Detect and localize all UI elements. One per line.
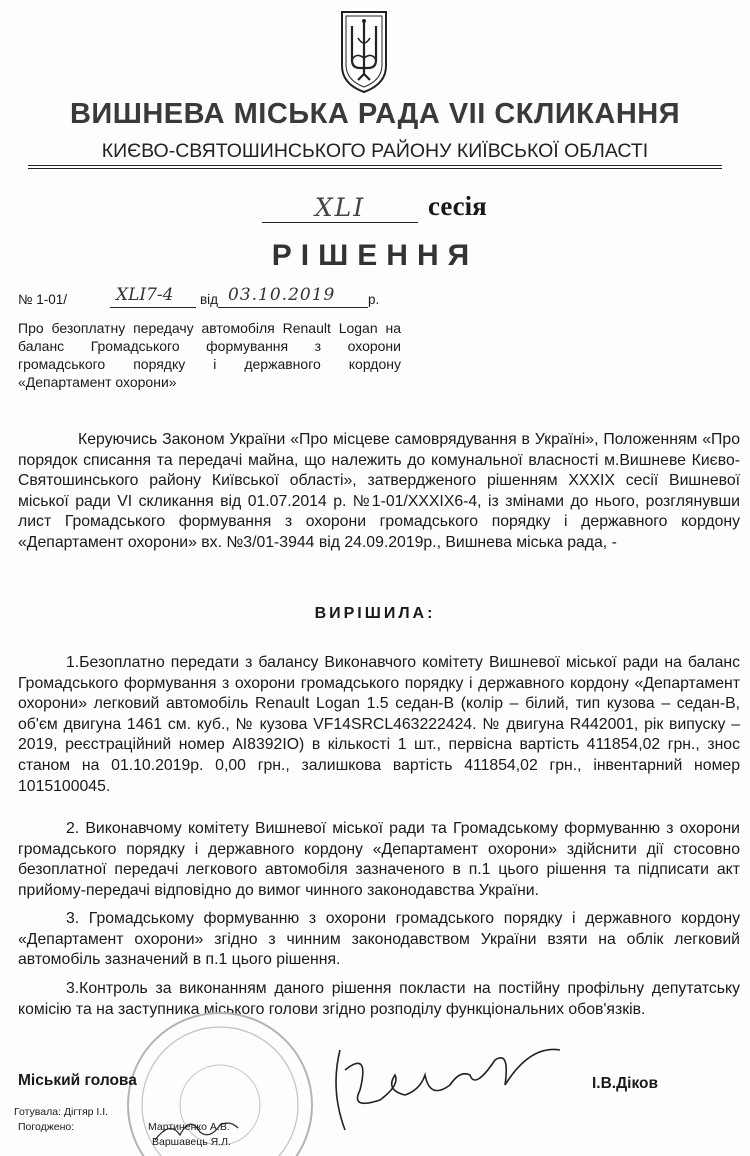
number-prefix: № 1-01/ <box>18 292 68 307</box>
mayor-name: І.В.Діков <box>592 1075 659 1092</box>
decision-title: РІШЕННЯ <box>271 239 479 272</box>
preamble-paragraph: Керуючись Законом України «Про місцеве самоврядування в Україні», Положенням «Про порядок списання та передачі майна, що належить до комунальної власності м.Вишневе Києво-Святошинського району Київської області», затвердженого рішенням XXXIX сесії Вишневої міської ради VI скликання від 01.07.2014 р. №1-01/XXXIX6-4, із змінами до нього, розглянувши лист Громадського формування з охорони громадського порядку і державного кордону «Департамент охорони» вх. №3/01-3944 від 24.09.2019р., Вишнева міська рада, - <box>18 431 740 551</box>
decision-item-2: 2. Виконавчому комітету Вишневої міської ради та Громадському формуванню з охорони громадського порядку і державного кордону «Департамент охорони» здійснити дії стосовно безоплатної передачі легкового автомобіля зазначеного в п.1 цього рішення та підписати акт прийому-передачі відповідно до вимог чинного законодавства України. <box>18 820 740 899</box>
decision-subject: Про безоплатну передачу автомобіля Renault Logan на баланс Громадського формування з охорони громадського порядку і державного кордону «Департамент охорони» <box>18 320 401 390</box>
trident-coat-of-arms-icon <box>338 8 390 94</box>
agreed-person-1: Мартиненко А.В. <box>148 1121 230 1133</box>
session-underline <box>262 222 418 223</box>
decision-item-3: 3. Громадському формуванню з охорони громадського порядку і державного кордону «Департамент охорони» згідно з чинним законодавством України взяти на облік легковий автомобіль зазначений в п.1 цього рішення. <box>18 910 740 969</box>
number-value: XLI7-4 <box>116 285 174 305</box>
session-word: сесія <box>428 191 487 221</box>
mayor-handwritten-signature <box>300 1030 600 1140</box>
agreed-label: Погоджено: <box>18 1121 75 1133</box>
decision-item-1: 1.Безоплатно передати з балансу Виконавчого комітету Вишневої міської ради на баланс Громадського формування з охорони громадського порядку і державного кордону «Департамент охорони» легковий автомобіль Renault Logan 1.5 седан-В (колір – білий, тип кузова – седан-В, об'єм двигуна 1461 см. куб., № кузова VF14SRCL463222424. № двигуна R442001, рік випуску – 2019, реєстраційний номер АІ8392ІО) в кількості 1 шт., первісна вартість 411854,02 грн., знос станом на 01.10.2019р. 0,00 грн., залишкова вартість 411854,02 грн., інвентарний номер 1015100045. <box>18 654 740 795</box>
header-divider <box>28 165 722 166</box>
decision-item-4: 3.Контроль за виконанням даного рішення покласти на постійну профільну депутатську комісію та на заступника міського голови згідно розподілу функціональних обов'язків. <box>18 980 740 1018</box>
agreed-person-2: Варшавець Я.Л. <box>152 1136 231 1148</box>
date-suffix: р. <box>368 292 380 307</box>
session-number: XLI <box>314 193 366 222</box>
date-underline <box>218 307 368 308</box>
date-prefix: від <box>200 292 219 307</box>
council-title: ВИШНЕВА МІСЬКА РАДА VII СКЛИКАННЯ <box>69 98 681 130</box>
header-divider-secondary <box>28 168 722 169</box>
registration-line <box>18 285 438 311</box>
date-value: 03.10.2019 <box>228 285 336 305</box>
mayor-label: Міський голова <box>18 1072 137 1089</box>
number-underline <box>110 307 196 308</box>
resolved-heading: ВИРІШИЛА: <box>314 605 436 622</box>
council-subtitle: КИЄВО-СВЯТОШИНСЬКОГО РАЙОНУ КИЇВСЬКОЇ ОБЛАСТІ <box>101 140 649 162</box>
prepared-by: Готувала: Дігтяр І.І. <box>14 1106 109 1118</box>
